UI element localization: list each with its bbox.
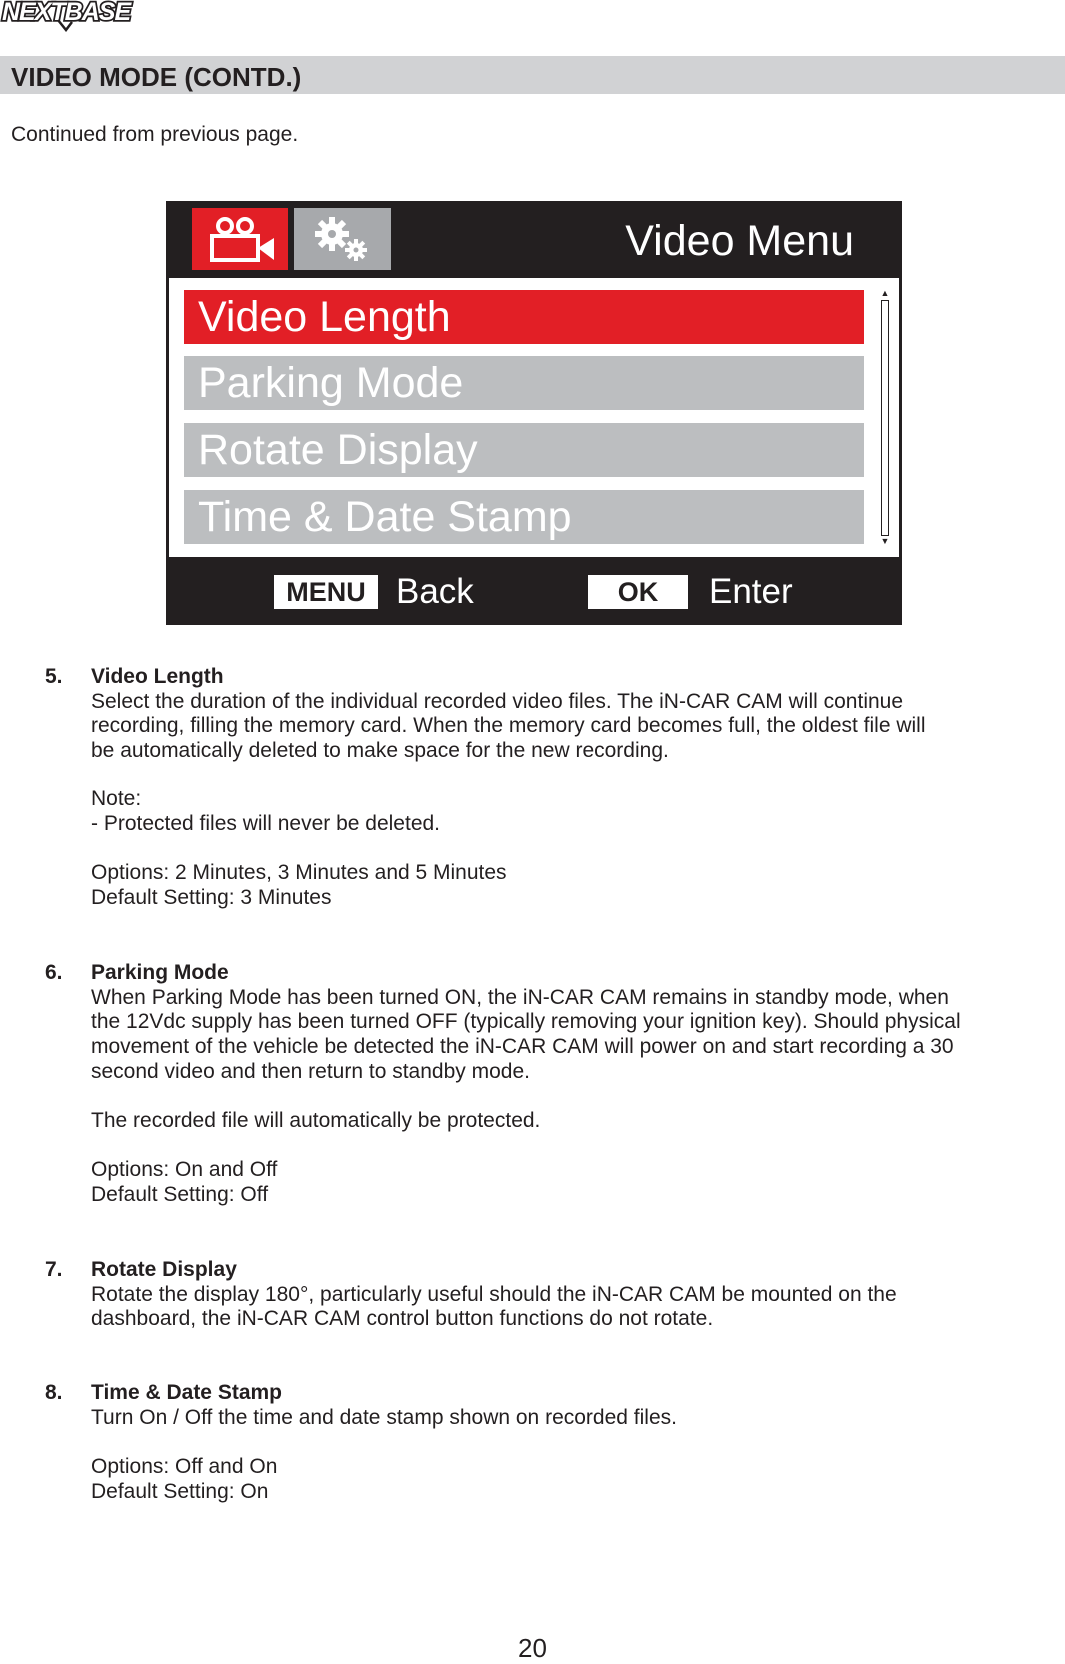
settings-tab[interactable]	[294, 208, 391, 270]
item-heading-video-length: Video Length	[91, 665, 224, 688]
text-line: Note:	[91, 787, 142, 810]
back-label: Back	[396, 572, 474, 611]
section-title: VIDEO MODE (CONTD.)	[11, 62, 302, 92]
settings-gears-icon	[294, 208, 391, 270]
text-line: second video and then return to standby mode.	[91, 1060, 530, 1083]
text-line: Default Setting: 3 Minutes	[91, 886, 332, 909]
menu-scrollbar[interactable]	[878, 288, 892, 546]
scroll-down-arrow-icon[interactable]: ▼	[880, 536, 890, 546]
video-tab[interactable]	[192, 208, 288, 270]
item-heading-parking-mode: Parking Mode	[91, 961, 229, 984]
scroll-up-arrow-icon[interactable]: ▲	[880, 288, 890, 298]
text-line: - Protected files will never be deleted.	[91, 812, 441, 835]
text-line: When Parking Mode has been turned ON, the iN-CAR CAM remains in standby mode, when	[91, 986, 949, 1009]
item-number: 7.	[45, 1258, 63, 1281]
nextbase-logo	[0, 0, 210, 30]
menu-item-video-length[interactable]: Video Length	[184, 290, 864, 344]
item-number: 6.	[45, 961, 63, 984]
page-number: 20	[518, 1633, 547, 1663]
section-header-bar	[0, 56, 1065, 94]
logo-text: NEXTBASE	[2, 0, 131, 26]
device-menu-screen	[166, 201, 902, 625]
intro-text: Continued from previous page.	[11, 123, 299, 146]
text-line: dashboard, the iN-CAR CAM control button functions do not rotate.	[91, 1307, 714, 1330]
text-line: be automatically deleted to make space for the new recording.	[91, 739, 669, 762]
menu-item-time-date-stamp[interactable]: Time & Date Stamp	[184, 490, 864, 544]
item-number: 5.	[45, 665, 63, 688]
video-camera-icon	[192, 208, 288, 270]
enter-label: Enter	[709, 572, 793, 611]
text-line: The recorded file will automatically be protected.	[91, 1109, 541, 1132]
item-heading-rotate-display: Rotate Display	[91, 1258, 237, 1281]
text-line: Select the duration of the individual recorded video files. The iN-CAR CAM will continue	[91, 690, 904, 713]
menu-item-parking-mode[interactable]: Parking Mode	[184, 356, 864, 410]
text-line: Default Setting: On	[91, 1480, 269, 1503]
text-line: Turn On / Off the time and date stamp shown on recorded files.	[91, 1406, 677, 1429]
text-line: Options: 2 Minutes, 3 Minutes and 5 Minutes	[91, 861, 507, 884]
text-line: Options: On and Off	[91, 1158, 278, 1181]
text-line: Options: Off and On	[91, 1455, 278, 1478]
menu-key-badge[interactable]: MENU	[274, 575, 378, 609]
scroll-track[interactable]	[881, 300, 889, 536]
menu-title: Video Menu	[625, 217, 854, 265]
item-number: 8.	[45, 1381, 63, 1404]
text-line: Rotate the display 180°, particularly useful should the iN-CAR CAM be mounted on the	[91, 1283, 897, 1306]
text-line: Default Setting: Off	[91, 1183, 269, 1206]
text-line: the 12Vdc supply has been turned OFF (typically removing your ignition key). Should physical	[91, 1010, 961, 1033]
text-line: movement of the vehicle be detected the iN-CAR CAM will power on and start recording a 30	[91, 1035, 954, 1058]
text-line: recording, filling the memory card. When the memory card becomes full, the oldest file will	[91, 714, 926, 737]
menu-list	[169, 278, 899, 557]
ok-key-badge[interactable]: OK	[588, 575, 688, 609]
item-heading-time-date-stamp: Time & Date Stamp	[91, 1381, 282, 1404]
menu-item-rotate-display[interactable]: Rotate Display	[184, 423, 864, 477]
